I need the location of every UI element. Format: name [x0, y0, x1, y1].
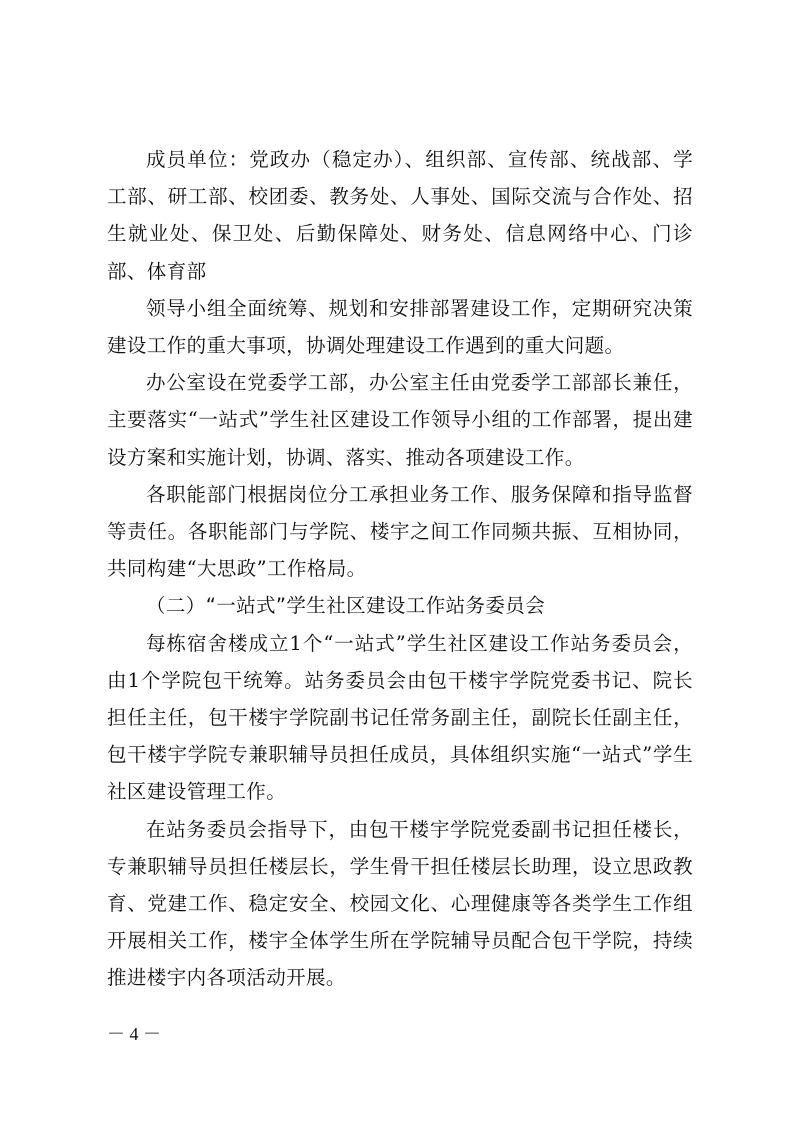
paragraph-office-duties: 办公室设在党委学工部，办公室主任由党委学工部部长兼任，主要落实“一站式”学生社区建设工作领导小组的工作部署，提出建设方案和实施计划，协调、落实、推动各项建设工作。 [107, 371, 693, 469]
section-heading: （二）“一站式”学生社区建设工作站务委员会 [146, 594, 546, 618]
paragraph-station-committee: 每栋宿舍楼成立1个“一站式”学生社区建设工作站务委员会，由1个学院包干统筹。站务委员会由包干楼宇学院党委书记、院长担任主任，包干楼宇学院副书记任常务副主任，副院长任副主任，包干楼宇学院专兼职辅导员担任成员，具体组织实施“一站式”学生社区建设管理工作。 [107, 631, 693, 804]
paragraph-leading-group-duties: 领导小组全面统筹、规划和安排部署建设工作，定期研究决策建设工作的重大事项，协调处理建设工作遇到的重大问题。 [107, 296, 693, 358]
document-body [107, 141, 693, 997]
page-number: － 4 － [107, 1024, 161, 1044]
paragraph-member-units: 成员单位：党政办（稳定办）、组织部、宣传部、统战部、学工部、研工部、校团委、教务处、人事处、国际交流与合作处、招生就业处、保卫处、后勤保障处、财务处、信息网络中心、门诊部、体育部 [107, 148, 693, 283]
paragraph-building-organization: 在站务委员会指导下，由包干楼宇学院党委副书记担任楼长，专兼职辅导员担任楼层长，学生骨干担任楼层长助理，设立思政教育、党建工作、稳定安全、校园文化、心理健康等各类学生工作组开展相关工作，楼宇全体学生所在学院辅导员配合包干学院，持续推进楼宇内各项活动开展。 [107, 817, 693, 990]
paragraph-department-duties: 各职能部门根据岗位分工承担业务工作、服务保障和指导监督等责任。各职能部门与学院、楼宇之间工作同频共振、互相协同，共同构建“大思政”工作格局。 [107, 482, 693, 581]
